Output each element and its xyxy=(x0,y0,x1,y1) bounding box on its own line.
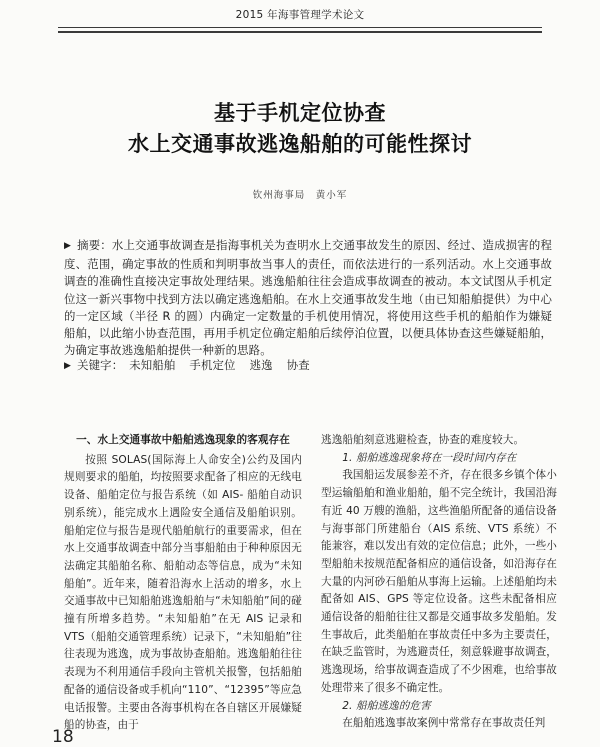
header-rule-thin xyxy=(58,27,542,28)
triangle-bullet-icon: ▶ xyxy=(64,361,72,371)
keyword-item: 逃逸 xyxy=(249,358,273,372)
body-paragraph: 我国船运发展参差不齐，存在很多乡镇个体小型运输船舶和渔业船舶，船不完全统计，我国沿海有近 40 万艘的渔船，这些渔船所配备的通信设备与海事部门所建船台（AIS 系统、VTS 系统）不能兼容，难以发出有效的定位信息；此外，一些小型船舶未按规范配备相应的通信设备，如沿海存在大量的内河砂石船舶从事海上运输。上述船舶均未配备如 AIS、GPS 等定位设备。这些未配备相应通信设备的船舶往往又都是交通事故多发船舶。发生事故后，此类船舶在事故责任中多为主要责任，在缺乏监管时，为逃避责任，刻意躲避事故调查，逃逸现场，给事故调查造成了不少困难，也给事故处理带来了很多不确定性。 xyxy=(321,469,557,694)
section-heading: 一、水上交通事故中船舶逃逸现象的客观存在 xyxy=(76,434,290,446)
abstract-label: 摘要： xyxy=(77,238,112,252)
keyword-item: 手机定位 xyxy=(189,358,236,372)
header-rule-thick xyxy=(58,31,542,33)
page-number: 18 xyxy=(52,727,74,747)
body-paragraph: 按照 SOLAS(国际海上人命安全)公约及国内规则要求的船舶，均按照要求配备了相应的无线电设备、船舶定位与报告系统（如 AIS- 船舶自动识别系统），能完成水上遇险安全通信及船舶识别。船舶定位与报告是现代船舶航行的重要需求，但在水上交通事故调查中部分当事船舶由于种种原因无法确定其船舶名称、船舶动态等信息，成为“未知船舶”。近年来，随着沿海水上活动的增多，水上交通事故中已知船舶逃逸船舶与“未知船舶”间的碰撞有所增多趋势。“未知船舶”在无 AIS 记录和 VTS（船舶交通管理系统）记录下，“未知船舶”往往表现为逃逸，成为事故协查船舶。逃逸船舶往往表现为不利用通信手段向主管机关报警，包括船舶配备的通信设备或手机向“110”、“12395”等应急电话报警。主要由各海事机构在各自辖区开展嫌疑船的协查，由于 xyxy=(64,453,302,732)
abstract xyxy=(64,237,552,359)
author-line: 钦州海事局 黄小军 xyxy=(252,190,348,201)
paper-title-line2: 水上交通事故逃逸船舶的可能性探讨 xyxy=(128,132,472,156)
subsection-heading: 1. 船舶逃逸现象将在一段时间内存在 xyxy=(342,451,517,464)
keyword-item: 未知船舶 xyxy=(129,358,176,372)
keywords-label: 关键字： xyxy=(77,358,124,372)
body-paragraph: 在船舶逃逸事故案例中常常存在事故责任判 xyxy=(342,717,546,730)
body-paragraph: 逃逸船舶刻意逃避检查，协查的难度较大。 xyxy=(321,434,525,446)
running-header: 2015 年海事管理学术论文 xyxy=(235,9,365,21)
body-column-right xyxy=(321,432,557,733)
abstract-text: 水上交通事故调查是指海事机关为查明水上交通事故发生的原因、经过、造成损害的程度、范围，确定事故的性质和判明事故当事人的责任，而依法进行的一系列活动。水上交通事故调查的准确性直接决定事故处理结果。逃逸船舶往往会造成事故调查的被动。本文试图从手机定位这一新兴事物中找到方法以确定逃逸船舶。在水上交通事故发生地（由已知船舶提供）为中心的一定区域（半径 R 的圆）内确定一定数量的手机使用情况，将使用这些手机的船舶作为嫌疑船舶，以此缩小协查范围，再用手机定位确定船舶后续停泊位置，以便具体协查这些嫌疑船舶，为确定事故逃逸船舶提供一种新的思路。 xyxy=(64,238,553,358)
triangle-bullet-icon: ▶ xyxy=(64,241,72,251)
subsection-heading: 2. 船舶逃逸的危害 xyxy=(342,699,431,712)
body-column-left xyxy=(64,432,302,735)
paper-title-line1: 基于手机定位协查 xyxy=(214,101,386,125)
keyword-item: 协查 xyxy=(286,358,310,372)
keywords xyxy=(64,357,552,375)
